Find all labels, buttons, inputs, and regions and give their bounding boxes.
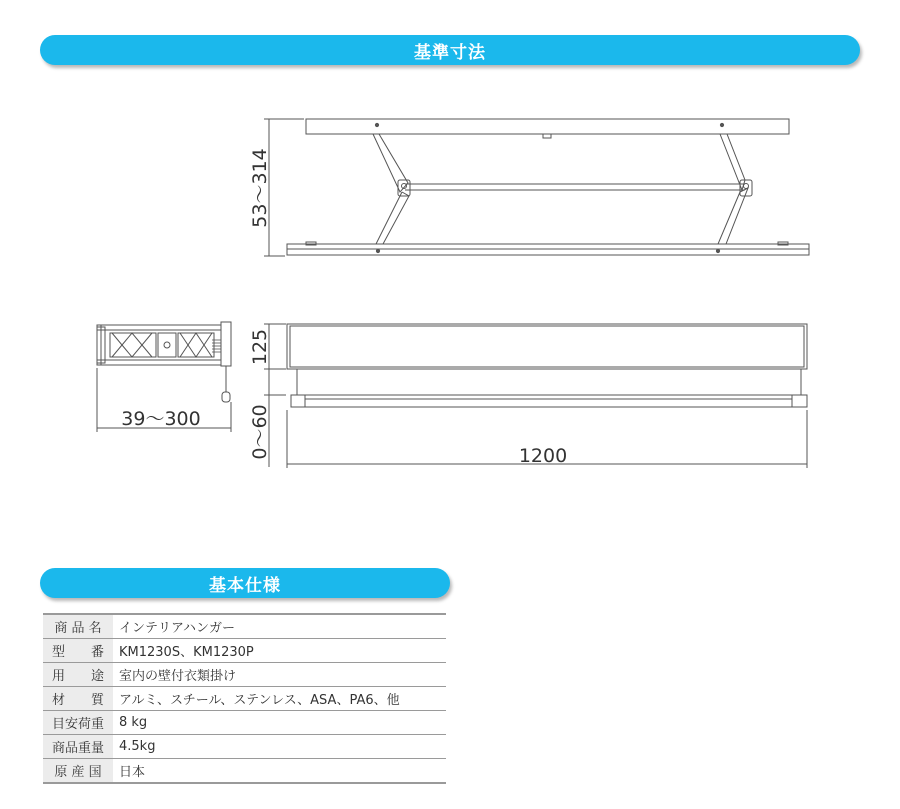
spec-label: 商品重量: [43, 735, 113, 759]
table-row: [43, 711, 446, 735]
spec-value: 4.5kg: [113, 735, 446, 759]
table-row: [43, 614, 446, 639]
spec-value: KM1230S、KM1230P: [113, 639, 446, 663]
table-row: [43, 687, 446, 711]
spec-value: インテリアハンガー: [113, 614, 446, 639]
spec-label: 型 番: [43, 639, 113, 663]
spec-value: アルミ、スチール、ステンレス、ASA、PA6、他: [113, 687, 446, 711]
depth-range-label: 39～300: [121, 408, 201, 430]
width-label: 1200: [518, 445, 568, 467]
table-row: [43, 735, 446, 759]
table-row: [43, 639, 446, 663]
spec-value: 室内の壁付衣類掛け: [113, 663, 446, 687]
spec-label: 商 品 名: [43, 614, 113, 639]
height-range-label: 53～314: [249, 148, 271, 228]
specs-section-header: [40, 568, 450, 598]
spec-label: 目安荷重: [43, 711, 113, 735]
spec-value: 8 kg: [113, 711, 446, 735]
table-row: [43, 663, 446, 687]
spec-value: 日本: [113, 759, 446, 784]
specs-table: [43, 613, 446, 784]
table-row: [43, 759, 446, 784]
frame-height-label: 125: [249, 328, 271, 366]
spec-label: 材 質: [43, 687, 113, 711]
spec-label: 用 途: [43, 663, 113, 687]
bar-drop-label: 0～60: [249, 404, 271, 460]
dimensions-section-title: 基準寸法: [414, 42, 486, 63]
spec-label: 原 産 国: [43, 759, 113, 784]
specs-section-title: 基本仕様: [209, 575, 281, 596]
top-view-drawing: [264, 119, 809, 256]
